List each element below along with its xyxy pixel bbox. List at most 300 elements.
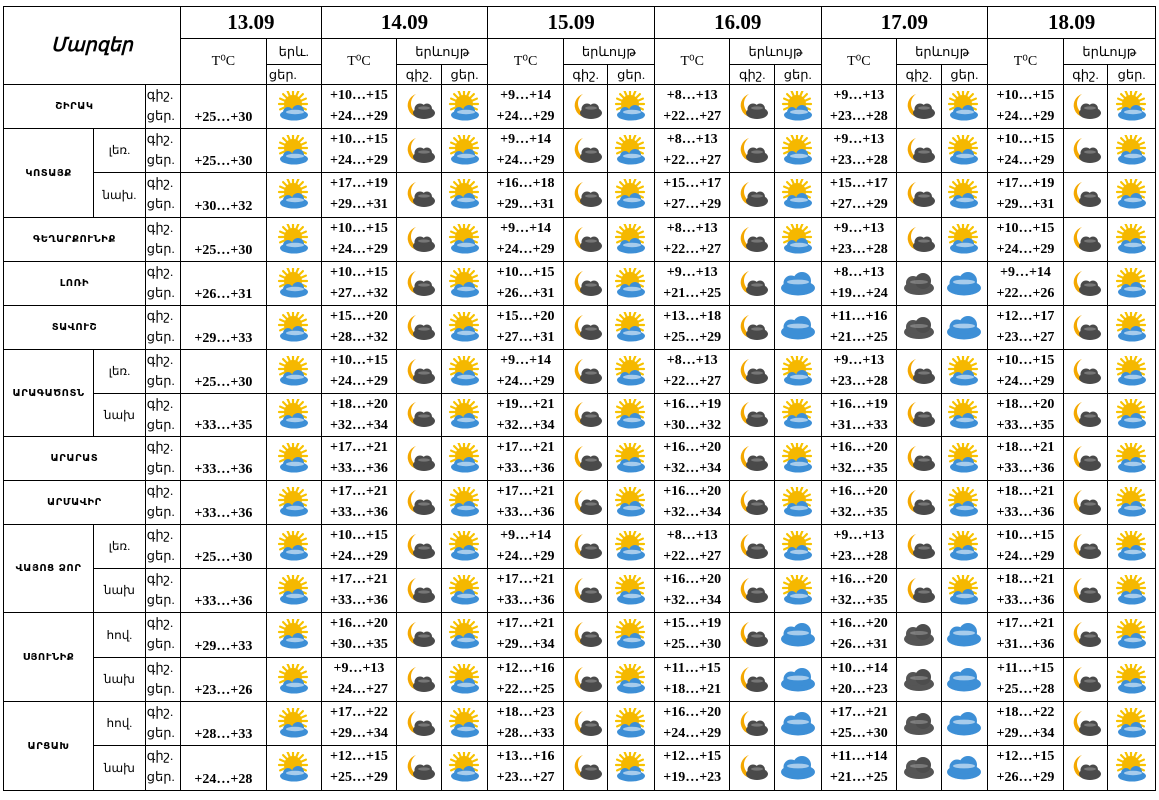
phenomenon-header bbox=[563, 39, 654, 65]
weather-cell bbox=[1108, 262, 1156, 306]
weather-cell bbox=[1108, 437, 1156, 481]
temperature-cell bbox=[321, 129, 397, 173]
night-temperature: +16…+20 bbox=[663, 705, 722, 720]
moon-cloud-icon bbox=[735, 185, 769, 204]
forecast-body bbox=[4, 85, 1156, 791]
subregion-label bbox=[94, 525, 146, 569]
partly-sunny-icon bbox=[1115, 229, 1149, 248]
weather-cell bbox=[563, 262, 608, 306]
moon-cloud-icon bbox=[735, 229, 769, 248]
temperature-cell bbox=[988, 658, 1064, 702]
night-temperature: +18…+21 bbox=[996, 484, 1055, 499]
moon-cloud-icon bbox=[1068, 580, 1102, 599]
temperature-cell bbox=[654, 306, 730, 350]
night-header-label: գիշ. bbox=[1072, 66, 1099, 82]
moon-cloud-icon bbox=[569, 273, 603, 292]
weather-cell bbox=[266, 306, 321, 350]
day-night-label bbox=[145, 350, 180, 394]
moon-cloud-icon bbox=[402, 669, 436, 688]
weather-cell bbox=[730, 658, 775, 702]
day-temperature: +29…+31 bbox=[996, 197, 1055, 212]
temperature-cell bbox=[488, 394, 564, 437]
night-label: գիշ. bbox=[146, 220, 174, 235]
moon-cloud-icon bbox=[902, 405, 936, 424]
day-temperature: +25…+30 bbox=[663, 637, 722, 652]
temperature-cell bbox=[180, 350, 266, 394]
day-temperature: +33…+36 bbox=[194, 462, 253, 477]
temperature-cell bbox=[988, 569, 1064, 613]
day-temperature: +33…+36 bbox=[194, 594, 253, 609]
day-night-label bbox=[145, 481, 180, 525]
day-temperature: +24…+29 bbox=[663, 726, 722, 741]
day-temperature: +30…+35 bbox=[329, 637, 388, 652]
day-temperature: +29…+34 bbox=[996, 726, 1055, 741]
day-temperature: +23…+28 bbox=[829, 109, 888, 124]
night-temperature: +9…+13 bbox=[833, 353, 885, 368]
day-temperature: +30…+32 bbox=[663, 418, 722, 433]
subregion-text: լեռ. bbox=[108, 364, 131, 378]
weather-cell bbox=[774, 218, 821, 262]
night-label: գիշ. bbox=[146, 396, 174, 411]
moon-cloud-icon bbox=[402, 185, 436, 204]
date-header bbox=[321, 7, 488, 39]
region-row bbox=[4, 262, 1156, 306]
temperature-cell bbox=[488, 613, 564, 658]
region-name-label: ԼՈՌԻ bbox=[59, 278, 90, 289]
weather-cell bbox=[397, 306, 442, 350]
weather-cell bbox=[266, 173, 321, 218]
date-header bbox=[821, 7, 988, 39]
dark-cloud-icon bbox=[901, 669, 937, 688]
night-temperature: +15…+17 bbox=[829, 176, 888, 191]
night-temperature: +10…+15 bbox=[996, 88, 1055, 103]
weather-cell bbox=[941, 129, 988, 173]
night-temperature: +9…+14 bbox=[500, 132, 552, 147]
weather-cell bbox=[441, 569, 488, 613]
date-header bbox=[180, 7, 321, 39]
temperature-cell bbox=[488, 525, 564, 569]
temperature-cell bbox=[321, 350, 397, 394]
day-label: ցեր. bbox=[146, 769, 175, 784]
subregion-label bbox=[94, 394, 146, 437]
day-label: ցեր. bbox=[146, 285, 175, 300]
day-label: ցեր. bbox=[146, 504, 175, 519]
temperature-cell bbox=[180, 394, 266, 437]
day-temperature: +24…+28 bbox=[194, 772, 253, 787]
partly-sunny-icon bbox=[448, 405, 482, 424]
temperature-cell bbox=[180, 306, 266, 350]
temperature-cell bbox=[988, 218, 1064, 262]
day-temperature: +33…+36 bbox=[996, 505, 1055, 520]
temperature-header-label: T⁰C bbox=[347, 54, 371, 69]
day-temperature: +23…+28 bbox=[829, 242, 888, 257]
day-temperature: +23…+27 bbox=[496, 770, 555, 785]
temperature-cell bbox=[821, 481, 897, 525]
day-night-label bbox=[145, 569, 180, 613]
weather-cell bbox=[397, 569, 442, 613]
day-header bbox=[774, 65, 821, 85]
weather-cell bbox=[266, 437, 321, 481]
weather-cell bbox=[397, 173, 442, 218]
day-temperature: +32…+35 bbox=[829, 461, 888, 476]
day-temperature: +18…+21 bbox=[663, 682, 722, 697]
weather-cell bbox=[1108, 525, 1156, 569]
temperature-cell bbox=[321, 173, 397, 218]
day-label: ցեր. bbox=[146, 329, 175, 344]
partly-sunny-icon bbox=[1115, 536, 1149, 555]
weather-cell bbox=[397, 613, 442, 658]
temperature-cell bbox=[321, 613, 397, 658]
day-header-label: ցեր. bbox=[450, 66, 479, 82]
weather-cell bbox=[563, 350, 608, 394]
night-header bbox=[730, 65, 775, 85]
weather-cell bbox=[774, 394, 821, 437]
moon-cloud-icon bbox=[1068, 448, 1102, 467]
temperature-header-label: T⁰C bbox=[680, 54, 704, 69]
weather-cell bbox=[774, 613, 821, 658]
partly-sunny-icon bbox=[277, 758, 311, 777]
moon-cloud-icon bbox=[569, 405, 603, 424]
day-temperature: +22…+27 bbox=[663, 549, 722, 564]
forecast-header bbox=[4, 7, 1156, 85]
weather-cell bbox=[397, 702, 442, 746]
day-night-label bbox=[145, 306, 180, 350]
day-temperature: +20…+23 bbox=[829, 682, 888, 697]
temperature-cell bbox=[654, 658, 730, 702]
day-night-label bbox=[145, 218, 180, 262]
partly-sunny-icon bbox=[1115, 758, 1149, 777]
temperature-cell bbox=[654, 394, 730, 437]
weather-cell bbox=[397, 85, 442, 129]
moon-cloud-icon bbox=[735, 140, 769, 159]
weather-cell bbox=[941, 306, 988, 350]
weather-cell bbox=[730, 306, 775, 350]
partly-sunny-icon bbox=[277, 317, 311, 336]
region-name bbox=[4, 481, 146, 525]
weather-cell bbox=[441, 394, 488, 437]
temperature-cell bbox=[321, 481, 397, 525]
day-temperature: +24…+29 bbox=[996, 153, 1055, 168]
weather-cell bbox=[774, 746, 821, 791]
temperature-header-label: T⁰C bbox=[513, 54, 538, 69]
day-header-label: ցեր. bbox=[783, 66, 812, 82]
day-label: ցեր. bbox=[146, 152, 175, 167]
subregion-text: նախ bbox=[103, 760, 135, 775]
night-temperature: +19…+21 bbox=[496, 397, 555, 412]
weather-cell bbox=[563, 129, 608, 173]
partly-sunny-icon bbox=[614, 580, 648, 599]
region-row bbox=[4, 394, 1156, 437]
day-temperature: +27…+31 bbox=[496, 330, 555, 345]
partly-sunny-icon bbox=[947, 96, 981, 115]
partly-sunny-icon bbox=[448, 536, 482, 555]
phenomenon-header-label: երև. bbox=[278, 43, 309, 59]
partly-sunny-icon bbox=[1115, 361, 1149, 380]
day-temperature: +29…+33 bbox=[194, 639, 253, 654]
night-label: գիշ. bbox=[146, 439, 174, 454]
temperature-cell bbox=[654, 702, 730, 746]
day-temperature: +24…+29 bbox=[996, 549, 1055, 564]
phenomenon-header bbox=[730, 39, 821, 65]
weather-cell bbox=[1108, 702, 1156, 746]
weather-cell bbox=[897, 437, 942, 481]
weather-cell bbox=[1063, 481, 1108, 525]
temperature-cell bbox=[988, 173, 1064, 218]
weather-cell bbox=[1108, 306, 1156, 350]
temperature-cell bbox=[988, 746, 1064, 791]
weather-cell bbox=[774, 437, 821, 481]
regions-header bbox=[4, 7, 181, 85]
weather-cell bbox=[397, 658, 442, 702]
night-temperature: +10…+14 bbox=[829, 661, 888, 676]
weather-cell bbox=[608, 129, 655, 173]
temperature-cell bbox=[821, 129, 897, 173]
night-temperature: +15…+19 bbox=[663, 616, 722, 631]
moon-cloud-icon bbox=[402, 273, 436, 292]
temperature-cell bbox=[488, 569, 564, 613]
day-label: ցեր. bbox=[146, 373, 175, 388]
weather-cell bbox=[441, 658, 488, 702]
partly-sunny-icon bbox=[1115, 185, 1149, 204]
night-temperature: +10…+15 bbox=[329, 132, 388, 147]
weather-cell bbox=[897, 173, 942, 218]
temperature-cell bbox=[180, 569, 266, 613]
temperature-cell bbox=[180, 218, 266, 262]
night-temperature: +13…+16 bbox=[496, 749, 555, 764]
day-temperature: +29…+31 bbox=[496, 197, 555, 212]
night-temperature: +12…+15 bbox=[996, 749, 1055, 764]
partly-sunny-icon bbox=[1115, 140, 1149, 159]
weather-cell bbox=[1063, 437, 1108, 481]
weather-cell bbox=[441, 262, 488, 306]
weather-cell bbox=[897, 658, 942, 702]
weather-cell bbox=[266, 746, 321, 791]
temperature-cell bbox=[321, 218, 397, 262]
partly-sunny-icon bbox=[781, 448, 815, 467]
moon-cloud-icon bbox=[902, 229, 936, 248]
partly-sunny-icon bbox=[614, 96, 648, 115]
weather-cell bbox=[608, 746, 655, 791]
partly-sunny-icon bbox=[277, 536, 311, 555]
temperature-cell bbox=[180, 613, 266, 658]
dark-cloud-icon bbox=[901, 758, 937, 777]
weather-cell bbox=[266, 218, 321, 262]
day-header-label: ցեր. bbox=[950, 66, 979, 82]
temperature-cell bbox=[488, 746, 564, 791]
temperature-cell bbox=[321, 746, 397, 791]
temperature-cell bbox=[321, 262, 397, 306]
temperature-header-label: T⁰C bbox=[1013, 54, 1038, 69]
night-temperature: +16…+20 bbox=[829, 484, 888, 499]
day-temperature: +26…+31 bbox=[194, 287, 253, 302]
temperature-cell bbox=[988, 85, 1064, 129]
weather-cell bbox=[608, 173, 655, 218]
day-temperature: +19…+23 bbox=[663, 770, 722, 785]
night-temperature: +9…+13 bbox=[333, 661, 385, 676]
weather-cell bbox=[397, 218, 442, 262]
partly-sunny-icon bbox=[614, 758, 648, 777]
night-temperature: +17…+21 bbox=[496, 572, 555, 587]
temperature-header bbox=[821, 39, 897, 85]
night-header bbox=[397, 65, 442, 85]
day-header bbox=[941, 65, 988, 85]
weather-cell bbox=[774, 525, 821, 569]
weather-cell bbox=[266, 702, 321, 746]
moon-cloud-icon bbox=[902, 140, 936, 159]
day-night-label bbox=[145, 394, 180, 437]
weather-cell bbox=[897, 85, 942, 129]
weather-cell bbox=[441, 702, 488, 746]
day-label: ցեր. bbox=[146, 681, 175, 696]
partly-sunny-icon bbox=[448, 713, 482, 732]
day-temperature: +25…+29 bbox=[663, 330, 722, 345]
partly-sunny-icon bbox=[448, 140, 482, 159]
partly-sunny-icon bbox=[1115, 273, 1149, 292]
temperature-cell bbox=[180, 702, 266, 746]
weather-cell bbox=[608, 218, 655, 262]
night-label: գիշ. bbox=[146, 615, 174, 630]
weather-cell bbox=[1108, 481, 1156, 525]
moon-cloud-icon bbox=[569, 229, 603, 248]
moon-cloud-icon bbox=[1068, 625, 1102, 644]
moon-cloud-icon bbox=[902, 185, 936, 204]
moon-cloud-icon bbox=[902, 580, 936, 599]
phenomenon-header bbox=[397, 39, 488, 65]
weather-cell bbox=[266, 85, 321, 129]
region-name bbox=[4, 613, 94, 702]
night-temperature: +9…+13 bbox=[666, 265, 718, 280]
temperature-cell bbox=[180, 437, 266, 481]
temperature-cell bbox=[180, 658, 266, 702]
night-temperature: +17…+21 bbox=[829, 705, 888, 720]
region-name bbox=[4, 85, 146, 129]
phenomenon-header-label: երևույթ bbox=[915, 43, 970, 59]
day-label: ցեր. bbox=[146, 417, 175, 432]
partly-sunny-icon bbox=[277, 448, 311, 467]
subregion-text: հով. bbox=[106, 627, 133, 642]
temperature-cell bbox=[488, 658, 564, 702]
temperature-cell bbox=[654, 173, 730, 218]
night-temperature: +11…+15 bbox=[663, 661, 721, 676]
night-temperature: +10…+15 bbox=[329, 88, 388, 103]
partly-sunny-icon bbox=[448, 185, 482, 204]
region-name-label: ԱՐԱՐԱՏ bbox=[50, 453, 99, 464]
region-row bbox=[4, 350, 1156, 394]
subregion-text: լեռ. bbox=[108, 143, 131, 157]
temperature-cell bbox=[821, 569, 897, 613]
partly-sunny-icon bbox=[448, 96, 482, 115]
moon-cloud-icon bbox=[1068, 758, 1102, 777]
moon-cloud-icon bbox=[1068, 185, 1102, 204]
weather-cell bbox=[774, 129, 821, 173]
weather-cell bbox=[608, 658, 655, 702]
weather-cell bbox=[563, 437, 608, 481]
partly-sunny-icon bbox=[614, 317, 648, 336]
temperature-cell bbox=[821, 173, 897, 218]
partly-sunny-icon bbox=[614, 536, 648, 555]
cloud-icon bbox=[944, 625, 984, 644]
temperature-cell bbox=[488, 173, 564, 218]
temperature-cell bbox=[180, 129, 266, 173]
day-temperature: +22…+27 bbox=[663, 374, 722, 389]
temperature-header-label: T⁰C bbox=[211, 54, 236, 69]
weather-cell bbox=[730, 437, 775, 481]
weather-cell bbox=[1063, 218, 1108, 262]
day-temperature: +24…+29 bbox=[496, 374, 555, 389]
weather-cell bbox=[1108, 746, 1156, 791]
day-temperature: +22…+27 bbox=[663, 242, 722, 257]
weather-cell bbox=[774, 262, 821, 306]
night-temperature: +12…+16 bbox=[496, 661, 555, 676]
temperature-cell bbox=[654, 746, 730, 791]
moon-cloud-icon bbox=[1068, 229, 1102, 248]
partly-sunny-icon bbox=[947, 536, 981, 555]
weather-cell bbox=[774, 350, 821, 394]
partly-sunny-icon bbox=[448, 669, 482, 688]
region-name-label: ՏԱՎՈՒՇ bbox=[51, 322, 98, 333]
day-night-label bbox=[145, 702, 180, 746]
night-temperature: +12…+17 bbox=[996, 309, 1055, 324]
temperature-header-label: T⁰C bbox=[847, 54, 871, 69]
region-row bbox=[4, 306, 1156, 350]
night-temperature: +17…+21 bbox=[496, 484, 555, 499]
weather-cell bbox=[441, 481, 488, 525]
day-night-label bbox=[145, 613, 180, 658]
night-temperature: +10…+15 bbox=[329, 528, 388, 543]
weather-cell bbox=[1063, 173, 1108, 218]
weather-cell bbox=[266, 569, 321, 613]
day-night-label bbox=[145, 173, 180, 218]
day-header bbox=[266, 65, 321, 85]
region-row bbox=[4, 129, 1156, 173]
weather-cell bbox=[730, 85, 775, 129]
partly-sunny-icon bbox=[781, 405, 815, 424]
partly-sunny-icon bbox=[781, 140, 815, 159]
dark-cloud-icon bbox=[901, 713, 937, 732]
day-temperature: +32…+34 bbox=[663, 505, 722, 520]
cloud-icon bbox=[944, 669, 984, 688]
moon-cloud-icon bbox=[902, 361, 936, 380]
partly-sunny-icon bbox=[277, 580, 311, 599]
night-temperature: +9…+13 bbox=[833, 88, 885, 103]
day-temperature: +28…+32 bbox=[329, 330, 388, 345]
weather-cell bbox=[730, 569, 775, 613]
partly-sunny-icon bbox=[614, 713, 648, 732]
date-label: 14.09 bbox=[380, 10, 429, 34]
weather-cell bbox=[941, 569, 988, 613]
weather-cell bbox=[941, 613, 988, 658]
night-temperature: +17…+21 bbox=[329, 440, 388, 455]
weather-cell bbox=[897, 569, 942, 613]
day-temperature: +27…+29 bbox=[829, 197, 888, 212]
temperature-cell bbox=[180, 85, 266, 129]
day-header bbox=[441, 65, 488, 85]
night-temperature: +9…+14 bbox=[500, 528, 552, 543]
weather-cell bbox=[441, 306, 488, 350]
night-temperature: +10…+15 bbox=[496, 265, 555, 280]
temperature-cell bbox=[821, 85, 897, 129]
moon-cloud-icon bbox=[569, 713, 603, 732]
moon-cloud-icon bbox=[569, 669, 603, 688]
weather-cell bbox=[608, 437, 655, 481]
night-temperature: +8…+13 bbox=[666, 221, 718, 236]
weather-cell bbox=[897, 218, 942, 262]
night-temperature: +17…+21 bbox=[329, 484, 388, 499]
weather-cell bbox=[563, 569, 608, 613]
temperature-cell bbox=[180, 525, 266, 569]
night-temperature: +17…+22 bbox=[329, 705, 388, 720]
night-temperature: +16…+18 bbox=[496, 176, 555, 191]
